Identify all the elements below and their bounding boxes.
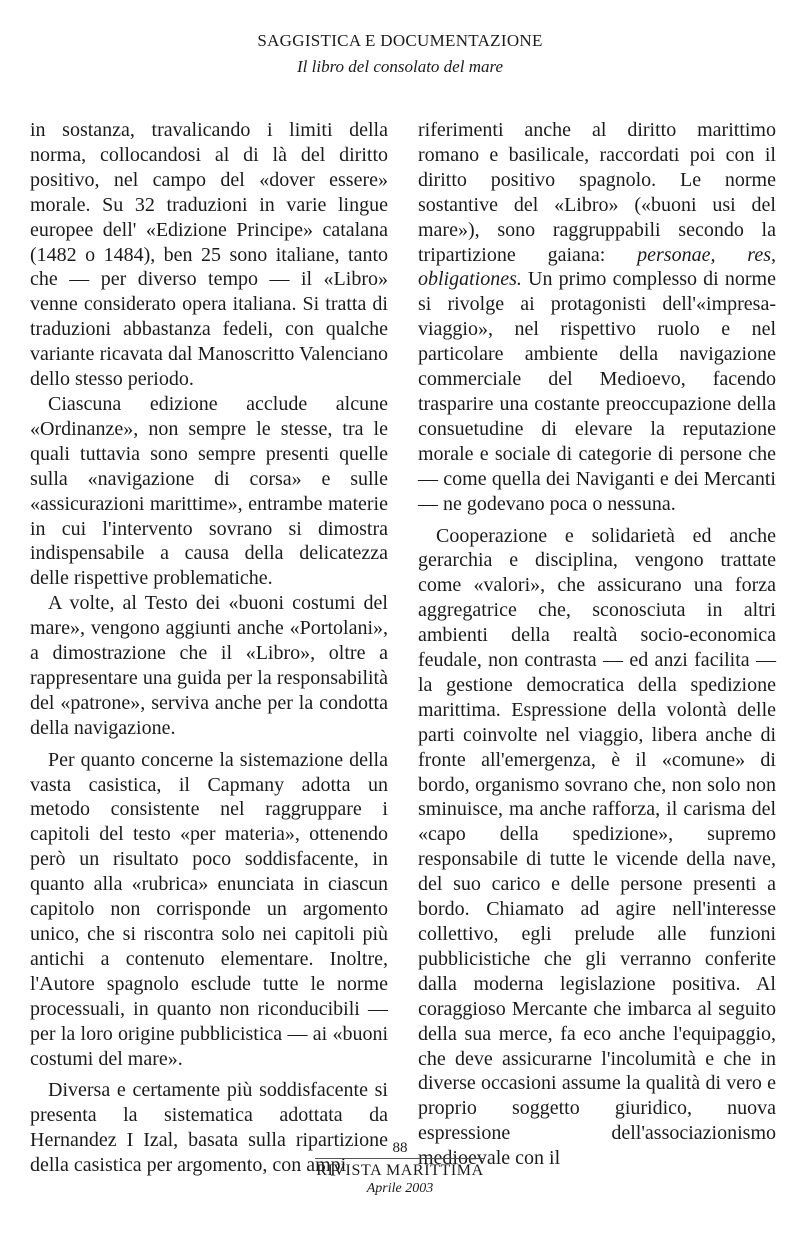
right-column [418, 118, 776, 1171]
footer-divider [315, 1158, 485, 1159]
paragraph-text: Un primo complesso di norme si rivolge ai protagonisti dell'«impresa-viaggio», nel rispettivo ruolo e nel particolare ambiente della navigazione commerciale del Medioevo, facendo trasparire una costante preoccupazione della consuetudine di elevare la reputazione morale e sociale di categorie di persone che — come quella dei Naviganti e dei Mercanti — ne godevano poca o nessuna. [418, 268, 776, 515]
paragraph [418, 118, 776, 517]
page-header [0, 30, 800, 79]
article-subtitle: Il libro del consolato del mare [296, 57, 504, 76]
page-footer [0, 1139, 800, 1197]
journal-name: RIVISTA MARITTIMA [316, 1162, 484, 1179]
paragraph [418, 524, 776, 1172]
left-column [30, 118, 388, 1178]
paragraph: in sostanza, travalicando i limiti della norma, collocandosi al di là del diritto positivo, nel campo del «dover essere» morale. Su 32 traduzioni in varie lingue europee dell' «Edizione Principe» catalana (1482 o 1484), ben 25 sono italiane, tanto che — per diverso tempo — il «Libro» venne considerato opera italiana. Si tratta di traduzioni abbastanza fedeli, con qualche variante ricavata dal Manoscritto Valenciano dello stesso periodo. [30, 119, 388, 391]
latin-terms: personae, res, obligationes. [418, 243, 776, 291]
paragraph: Per quanto concerne la sistemazione della vasta casistica, il Capmany adotta un metodo consistente nel raggruppare i capitoli del testo «per materia», ottenendo però un risultato poco soddisfacente, in quanto alla «rubrica» enunciata in ciascun capitolo non corrisponde un argomento unico, che si riscontra solo nei capitoli più antichi a contenuto elementare. Inoltre, l'Autore spagnolo esclude tutte le norme processuali, in quanto non riconducibili — per la loro origine pubblicistica — ai «buoni costumi del mare». [30, 748, 388, 1070]
paragraph: Diversa e certamente più soddisfacente si presenta la sistematica adottata da Hernandez I Izal, basata sulla ripartizione della casistica per argomento, con ampi [30, 1079, 388, 1177]
paragraph: Ciascuna edizione acclude alcune «Ordinanze», non sempre le stesse, tra le quali tuttavia sono sempre presenti quelle sulla «navigazione di corsa» e sulle «assicurazioni marittime», entrambe materie in cui l'intervento sovrano si dimostra indispensabile a causa della delicatezza delle rispettive problematiche. [30, 392, 388, 590]
paragraph-text: riferimenti anche al diritto marittimo romano e basilicale, raccordati poi con il diritto positivo spagnolo. Le norme sostantive del «Libro» («buoni usi del mare»), sono raggruppabili secondo la tripartizione gaiana: [418, 119, 776, 266]
page-number: 88 [392, 1140, 408, 1156]
issue-date: Aprile 2003 [366, 1181, 434, 1196]
section-title: SAGGISTICA E DOCUMENTAZIONE [257, 31, 543, 50]
paragraph: A volte, al Testo dei «buoni costumi del mare», vengono aggiunti anche «Portolani», a dimostrazione che il «Libro», oltre a rappresentare una guida per la responsabilità del «patrone», serviva anche per la condotta della navigazione. [30, 592, 388, 739]
paragraph-text: Cooperazione e solidarietà ed anche gerarchia e disciplina, vengono trattate come «valori», che assicurano una forza aggregatrice che, sconosciuta in altri ambienti della realtà socio-economica feudale, non contrasta — ed anzi facilita — la gestione democratica della spedizione marittima. Espressione della volontà delle parti coinvolte nel viaggio, libera anche di fronte all'emergenza, è il «comune» di bordo, organismo sovrano che, non solo non sminuisce, ma anche rafforza, il carisma del «capo della spedizione», supremo responsabile di tutte le vicende della nave, del suo carico e delle persone presenti a bordo. Chiamato ad agire nell'interesse collettivo, egli prelude alle funzioni pubblicistiche che gli verranno conferite dalla moderna legislazione positiva. Al coraggioso Mercante che imbarca al seguito della sua merce, fa eco anche l'equipaggio, che deve assicurarne l'incolumità e che in diverse occasioni assume la qualità di vero e proprio soggetto giuridico, nuova espressione dell'associazionismo medioevale con il [418, 524, 776, 1170]
